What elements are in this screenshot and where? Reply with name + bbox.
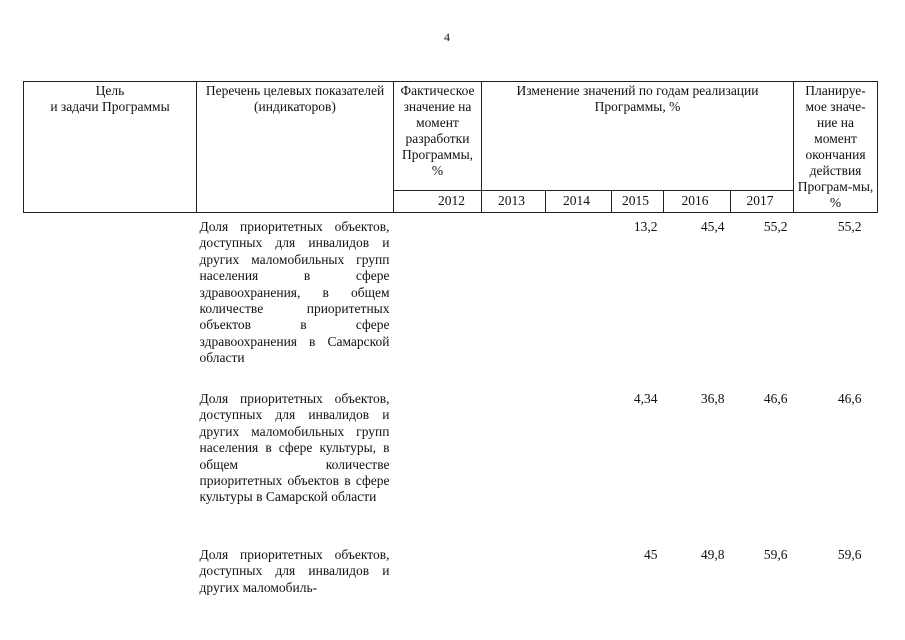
table-row xyxy=(24,541,878,596)
value-2016: 45,4 xyxy=(700,219,725,234)
value-2016: 49,8 xyxy=(700,547,725,562)
header-changes: Изменение значений по годам реализации Программы, % xyxy=(482,82,794,191)
year-2015: 2015 xyxy=(612,190,664,212)
year-2016: 2016 xyxy=(664,190,731,212)
indicator-text: Доля приоритетных объектов, доступных для инвалидов и других маломобильных групп населения в сфере здравоохранения, в общем количестве приоритетных объектов в сфере здравоохранения в Самарской области xyxy=(199,219,390,366)
table-row xyxy=(24,213,878,370)
value-2015: 4,34 xyxy=(633,391,658,406)
value-2015: 45 xyxy=(644,547,658,562)
year-actual: 2012 xyxy=(394,190,482,212)
value-planned: 46,6 xyxy=(837,391,862,406)
header-goal: Цель и задачи Программы xyxy=(24,82,197,213)
value-2015: 13,2 xyxy=(633,219,658,234)
year-2014: 2014 xyxy=(546,190,612,212)
value-2017: 59,6 xyxy=(763,547,788,562)
indicator-text: Доля приоритетных объектов, доступных для инвалидов и других маломобиль- xyxy=(199,547,390,595)
value-planned: 55,2 xyxy=(837,219,862,234)
header-indicators: Перечень целевых показателей (индикаторов) xyxy=(197,82,394,213)
table-row xyxy=(24,385,878,525)
program-indicators-table xyxy=(23,81,878,596)
header-planned: Планируе-мое значе-ние на момент окончания действия Програм-мы, % xyxy=(794,82,878,213)
page-number: 4 xyxy=(444,30,450,44)
year-2017: 2017 xyxy=(731,190,794,212)
value-2016: 36,8 xyxy=(700,391,725,406)
indicator-text: Доля приоритетных объектов, доступных для инвалидов и других маломобильных групп населения в сфере культуры, в общем количестве приоритетных объектов в сфере культуры в Самарской области xyxy=(199,391,390,505)
value-planned: 59,6 xyxy=(837,547,862,562)
value-2017: 46,6 xyxy=(763,391,788,406)
year-2013: 2013 xyxy=(482,190,546,212)
value-2017: 55,2 xyxy=(763,219,788,234)
header-actual: Фактическое значение на момент разработки Программы, % xyxy=(394,82,482,191)
